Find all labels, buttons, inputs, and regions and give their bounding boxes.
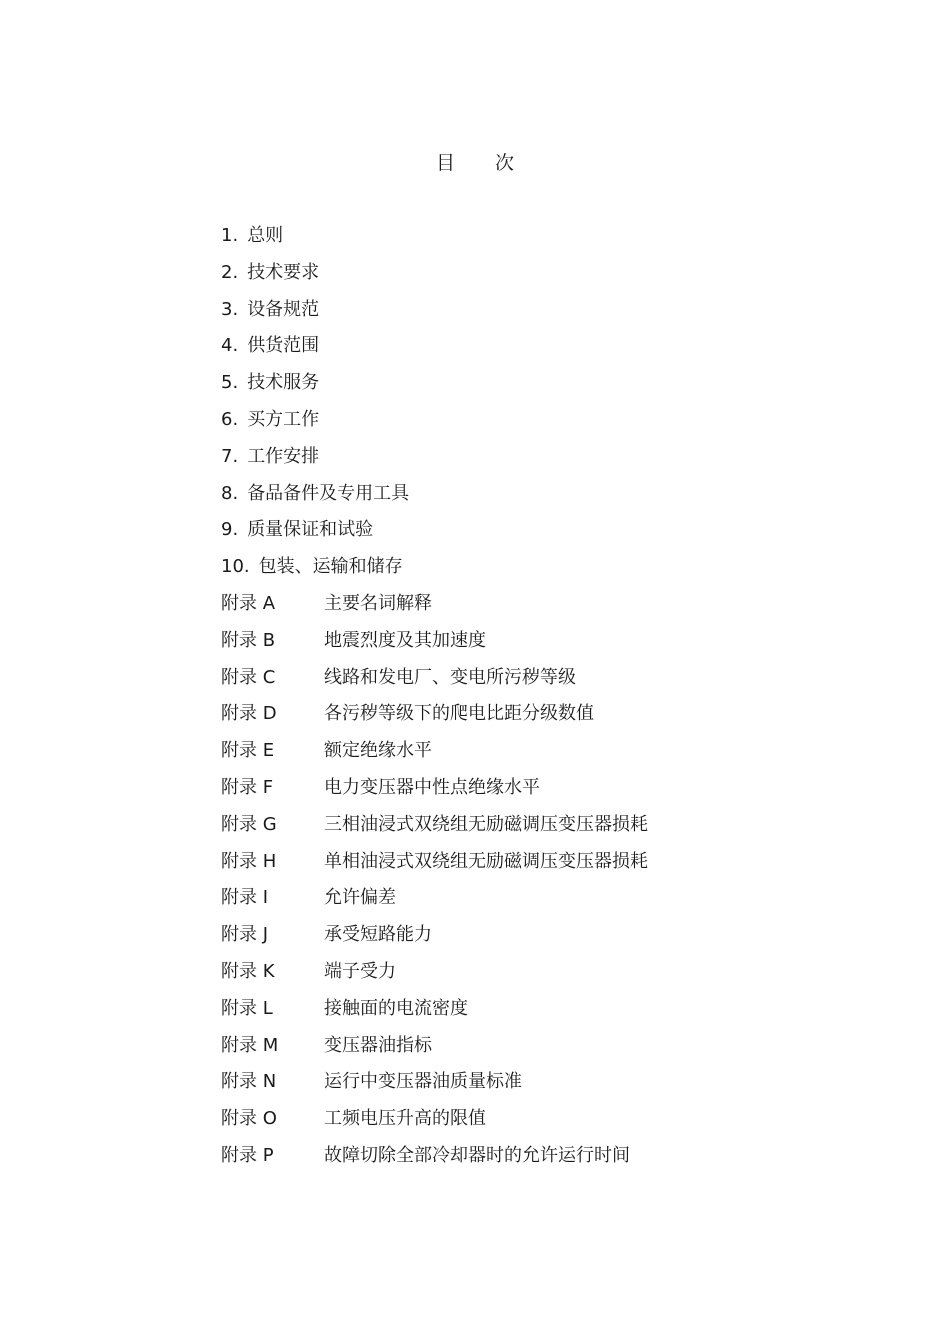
toc-entry-number: 5. bbox=[221, 372, 239, 394]
appendix-key: 附录 A bbox=[221, 592, 276, 614]
toc-entry-3 bbox=[221, 296, 841, 333]
toc-entry-number: 8. bbox=[221, 482, 239, 504]
appendix-key: 附录 O bbox=[221, 1108, 277, 1130]
toc-entry-7 bbox=[221, 443, 841, 480]
toc-entry-4 bbox=[221, 332, 841, 369]
toc-appendix-p bbox=[221, 1142, 841, 1179]
toc-entry-8 bbox=[221, 480, 841, 517]
toc-entry-number: 2. bbox=[221, 261, 239, 283]
appendix-key: 附录 J bbox=[221, 924, 269, 946]
toc-entry-number: 6. bbox=[221, 408, 239, 430]
appendix-key: 附录 E bbox=[221, 740, 275, 762]
toc-appendix-a bbox=[221, 590, 841, 627]
table-of-contents bbox=[221, 222, 841, 1179]
toc-entry-label: 包装、运输和储存 bbox=[258, 556, 403, 578]
toc-appendix-m bbox=[221, 1032, 841, 1069]
toc-title-left: 目 bbox=[435, 152, 455, 174]
appendix-label: 端子受力 bbox=[324, 960, 396, 982]
toc-appendix-g bbox=[221, 811, 841, 848]
toc-entry-number: 3. bbox=[221, 298, 239, 320]
appendix-key: 附录 L bbox=[221, 997, 273, 1019]
toc-entry-label: 质量保证和试验 bbox=[247, 519, 374, 541]
appendix-key: 附录 C bbox=[221, 666, 276, 688]
appendix-key: 附录 K bbox=[221, 960, 275, 982]
toc-entry-1 bbox=[221, 222, 841, 259]
appendix-key: 附录 D bbox=[221, 703, 277, 725]
toc-appendix-c bbox=[221, 664, 841, 701]
appendix-label: 线路和发电厂、变电所污秽等级 bbox=[324, 666, 576, 688]
toc-appendix-k bbox=[221, 958, 841, 995]
toc-entry-label: 设备规范 bbox=[247, 298, 320, 320]
appendix-label: 工频电压升高的限值 bbox=[324, 1108, 486, 1130]
toc-entry-number: 10. bbox=[221, 556, 250, 578]
appendix-key: 附录 F bbox=[221, 776, 274, 798]
appendix-label: 主要名词解释 bbox=[324, 592, 432, 614]
appendix-label: 故障切除全部冷却器时的允许运行时间 bbox=[324, 1144, 630, 1166]
toc-entry-number: 4. bbox=[221, 335, 239, 357]
toc-entry-label: 备品备件及专用工具 bbox=[247, 482, 410, 504]
appendix-label: 各污秽等级下的爬电比距分级数值 bbox=[324, 703, 594, 725]
toc-title-right: 次 bbox=[495, 152, 515, 174]
toc-entry-2 bbox=[221, 259, 841, 296]
appendix-label: 承受短路能力 bbox=[324, 924, 432, 946]
appendix-key: 附录 G bbox=[221, 813, 277, 835]
toc-entry-6 bbox=[221, 406, 841, 443]
appendix-label: 变压器油指标 bbox=[324, 1034, 432, 1056]
appendix-label: 接触面的电流密度 bbox=[324, 997, 468, 1019]
toc-appendix-o bbox=[221, 1105, 841, 1142]
toc-entry-label: 供货范围 bbox=[247, 335, 320, 357]
appendix-label: 单相油浸式双绕组无励磁调压变压器损耗 bbox=[324, 850, 648, 872]
toc-entry-number: 1. bbox=[221, 225, 239, 246]
appendix-label: 额定绝缘水平 bbox=[324, 740, 432, 762]
appendix-label: 运行中变压器油质量标准 bbox=[324, 1071, 522, 1093]
appendix-label: 三相油浸式双绕组无励磁调压变压器损耗 bbox=[324, 813, 648, 835]
toc-entry-number: 7. bbox=[221, 445, 239, 467]
toc-entry-label: 工作安排 bbox=[247, 445, 320, 467]
appendix-key: 附录 B bbox=[221, 629, 276, 651]
toc-appendix-j bbox=[221, 921, 841, 958]
appendix-key: 附录 I bbox=[221, 887, 269, 909]
appendix-label: 允许偏差 bbox=[324, 887, 396, 909]
appendix-key: 附录 M bbox=[221, 1034, 279, 1056]
toc-entry-number: 9. bbox=[221, 519, 239, 541]
appendix-label: 电力变压器中性点绝缘水平 bbox=[324, 776, 540, 798]
toc-appendix-h bbox=[221, 848, 841, 885]
appendix-key: 附录 P bbox=[221, 1144, 274, 1166]
toc-entry-9 bbox=[221, 516, 841, 553]
toc-appendix-b bbox=[221, 627, 841, 664]
toc-title bbox=[0, 150, 950, 176]
toc-entry-5 bbox=[221, 369, 841, 406]
toc-appendix-f bbox=[221, 774, 841, 811]
toc-entry-label: 技术服务 bbox=[247, 372, 320, 394]
toc-entry-label: 总则 bbox=[247, 225, 284, 246]
toc-entry-label: 技术要求 bbox=[247, 261, 320, 283]
toc-appendix-l bbox=[221, 995, 841, 1032]
toc-entry-10 bbox=[221, 553, 841, 590]
appendix-label: 地震烈度及其加速度 bbox=[324, 629, 486, 651]
toc-entry-label: 买方工作 bbox=[247, 408, 320, 430]
appendix-key: 附录 N bbox=[221, 1071, 277, 1093]
toc-appendix-n bbox=[221, 1068, 841, 1105]
toc-appendix-i bbox=[221, 884, 841, 921]
toc-appendix-e bbox=[221, 737, 841, 774]
toc-appendix-d bbox=[221, 700, 841, 737]
appendix-key: 附录 H bbox=[221, 850, 277, 872]
